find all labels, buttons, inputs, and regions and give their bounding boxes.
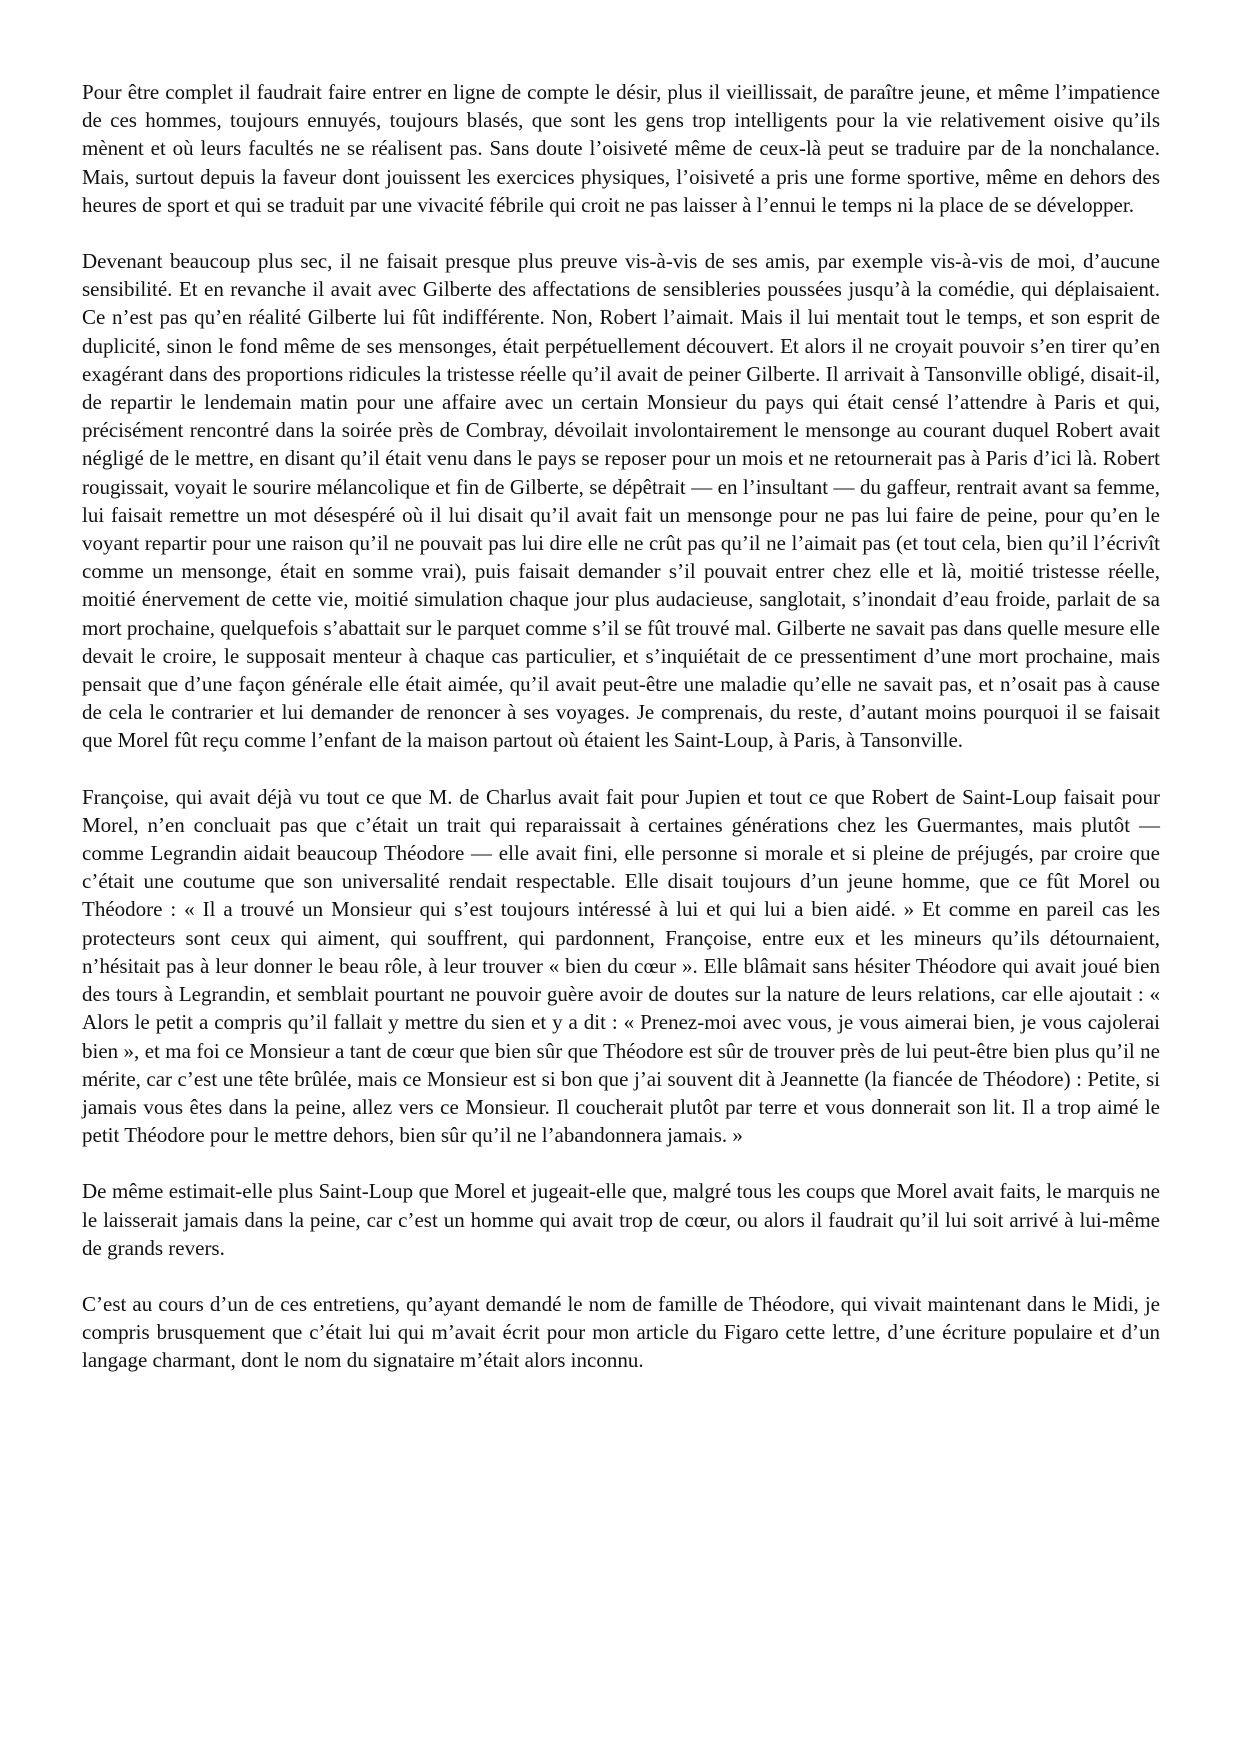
paragraph-3: Françoise, qui avait déjà vu tout ce que M. de Charlus avait fait pour Jupien et tout ce que Robert de Saint-Loup faisait pour Morel, n’en concluait pas que c’était un trait qui reparaissait à certaines générations chez les Guermantes, mais plutôt — comme Legrandin aidait beaucoup Théodore — elle avait fini, elle personne si morale et si pleine de préjugés, par croire que c’était une coutume que son universalité rendait respectable. Elle disait toujours d’un jeune homme, que ce fût Morel ou Théodore : « Il a trouvé un Monsieur qui s’est toujours intéressé à lui et qui lui a bien aidé. » Et comme en pareil cas les protecteurs sont ceux qui aiment, qui souffrent, qui pardonnent, Françoise, entre eux et les mineurs qu’ils détournaient, n’hésitait pas à leur donner le beau rôle, à leur trouver « bien du cœur ». Elle blâmait sans hésiter Théodore qui avait joué bien des tours à Legrandin, et semblait pourtant ne pouvoir guère avoir de doutes sur la nature de leurs relations, car elle ajoutait : « Alors le petit a compris qu’il fallait y mettre du sien et y a dit : « Prenez-moi avec vous, je vous aimerai bien, je vous cajolerai bien », et ma foi ce Monsieur a tant de cœur que bien sûr que Théodore est sûr de trouver près de lui peut-être bien plus qu’il ne mérite, car c’est une tête brûlée, mais ce Monsieur est si bon que j’ai souvent dit à Jeannette (la fiancée de Théodore) : Petite, si jamais vous êtes dans la peine, allez vers ce Monsieur. Il coucherait plutôt par terre et vous donnerait son lit. Il a trop aimé le petit Théodore pour le mettre dehors, bien sûr qu’il ne l’abandonnera jamais. »	[82, 784, 1160, 1148]
paragraph-1: Pour être complet il faudrait faire entrer en ligne de compte le désir, plus il vieillissait, de paraître jeune, et même l’impatience de ces hommes, toujours ennuyés, toujours blasés, que sont les gens trop intelligents pour la vie relativement oisive qu’ils mènent et où leurs facultés ne se réalisent pas. Sans doute l’oisiveté même de ceux-là peut se traduire par de la nonchalance. Mais, surtout depuis la faveur dont jouissent les exercices physiques, l’oisiveté a pris une forme sportive, même en dehors des heures de sport et qui se traduit par une vivacité fébrile qui croit ne pas laisser à l’ennui le temps ni la place de se développer.	[82, 80, 1160, 217]
paragraph-4: De même estimait-elle plus Saint-Loup que Morel et jugeait-elle que, malgré tous les coups que Morel avait faits, le marquis ne le laisserait jamais dans la peine, car c’est un homme qui avait trop de cœur, ou alors il faudrait qu’il lui soit arrivé à lui-même de grands revers.	[82, 1179, 1160, 1260]
paragraph-2: Devenant beaucoup plus sec, il ne faisait presque plus preuve vis-à-vis de ses amis, par exemple vis-à-vis de moi, d’aucune sensibilité. Et en revanche il avait avec Gilberte des affectations de sensibleries poussées jusqu’à la comédie, qui déplaisaient. Ce n’est pas qu’en réalité Gilberte lui fût indifférente. Non, Robert l’aimait. Mais il lui mentait tout le temps, et son esprit de duplicité, sinon le fond même de ses mensonges, était perpétuellement découvert. Et alors il ne croyait pouvoir s’en tirer qu’en exagérant dans des proportions ridicules la tristesse réelle qu’il avait de peiner Gilberte. Il arrivait à Tansonville obligé, disait-il, de repartir le lendemain matin pour une affaire avec un certain Monsieur du pays qui était censé l’attendre à Paris et qui, précisément rencontré dans la soirée près de Combray, dévoilait involontairement le mensonge au courant duquel Robert avait négligé de le mettre, en disant qu’il était venu dans le pays se reposer pour un mois et ne retournerait pas à Paris d’ici là. Robert rougissait, voyait le sourire mélancolique et fin de Gilberte, se dépêtrait — en l’insultant — du gaffeur, rentrait avant sa femme, lui faisait remettre un mot désespéré où il lui disait qu’il avait fait un mensonge pour ne pas lui faire de peine, pour qu’en le voyant repartir pour une raison qu’il ne pouvait pas lui dire elle ne crût pas qu’il ne l’aimait pas (et tout cela, bien qu’il l’écrivît comme un mensonge, était en somme vrai), puis faisait demander s’il pouvait entrer chez elle et là, moitié tristesse réelle, moitié énervement de cette vie, moitié simulation chaque jour plus audacieuse, sanglotait, s’inondait d’eau froide, parlait de sa mort prochaine, quelquefois s’abattait sur le parquet comme s’il se fût trouvé mal. Gilberte ne savait pas dans quelle mesure elle devait le croire, le supposait menteur à chaque cas particulier, et s’inquiétait de ce pressentiment d’une mort prochaine, mais pensait que d’une façon générale elle était aimée, qu’il avait peut-être une maladie qu’elle ne savait pas, et n’osait pas à cause de cela le contrarier et lui demander de renoncer à ses voyages. Je comprenais, du reste, d’autant moins pourquoi il se faisait que Morel fût reçu comme l’enfant de la maison partout où étaient les Saint-Loup, à Paris, à Tansonville.	[82, 249, 1160, 753]
document-page	[82, 78, 1160, 1403]
paragraph-5: C’est au cours d’un de ces entretiens, qu’ayant demandé le nom de famille de Théodore, qui vivait maintenant dans le Midi, je compris brusquement que c’était lui qui m’avait écrit pour mon article du Figaro cette lettre, d’une écriture populaire et d’un langage charmant, dont le nom du signataire m’était alors inconnu.	[82, 1291, 1160, 1373]
